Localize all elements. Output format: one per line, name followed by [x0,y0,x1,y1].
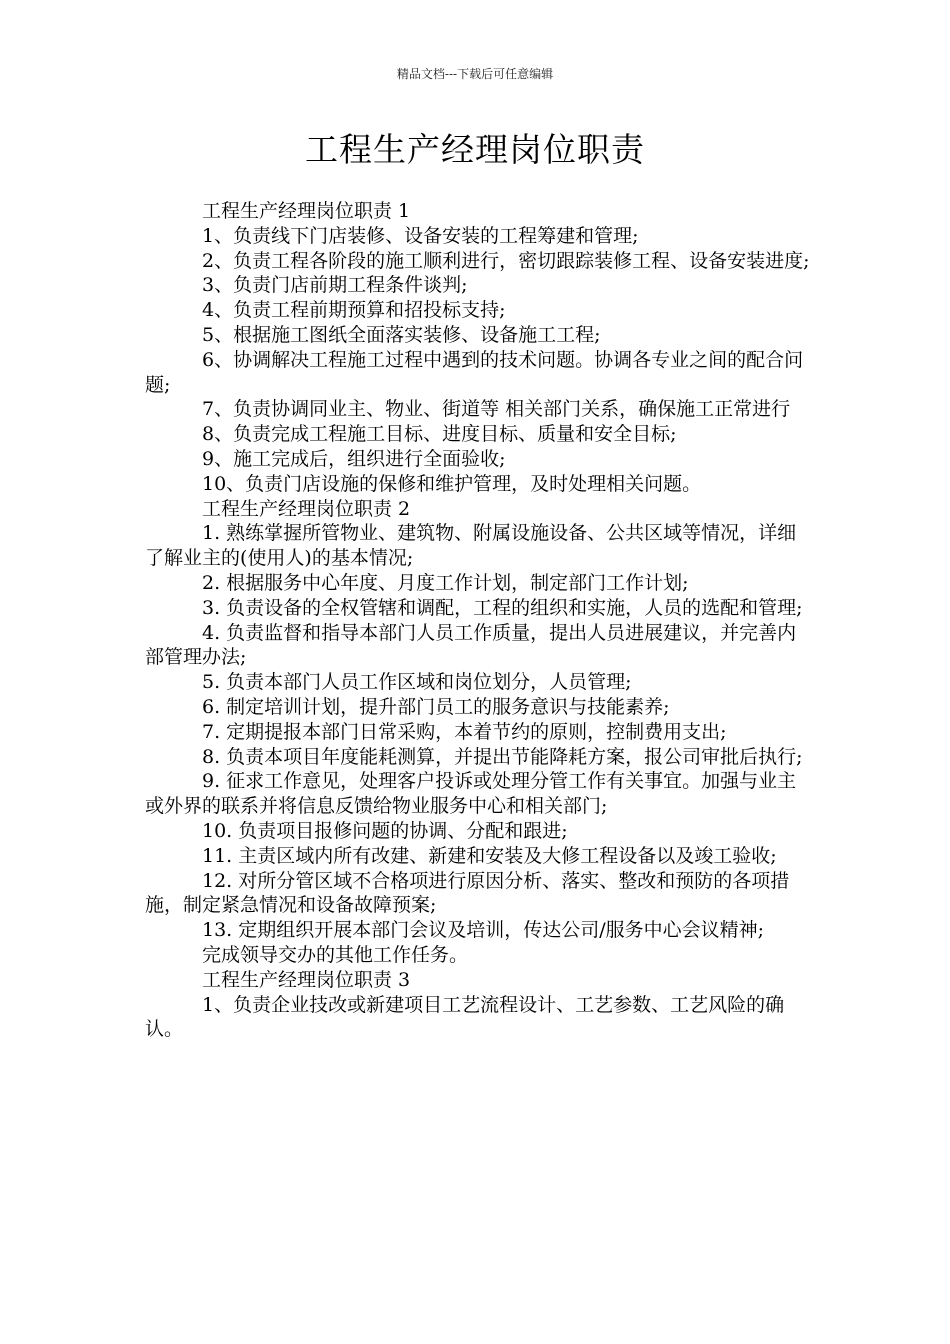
duty-item: 6、协调解决工程施工过程中遇到的技术问题。协调各专业之间的配合问题; [145,348,804,396]
duty-item: 9、施工完成后，组织进行全面验收; [202,447,506,470]
section-heading-2: 工程生产经理岗位职责 2 [202,497,411,520]
header-note: 精品文档---下载后可任意编辑 [396,67,554,81]
duty-item: 1、负责企业技改或新建项目工艺流程设计、工艺参数、工艺风险的确认。 [145,993,785,1041]
duty-item: 1、负责线下门店装修、设备安装的工程筹建和管理; [202,224,639,247]
duty-item: 11. 主责区域内所有改建、新建和安装及大修工程设备以及竣工验收; [202,844,777,867]
duty-item: 12. 对所分管区域不合格项进行原因分析、落实、整改和预防的各项措施，制定紧急情况和设备故障预案; [145,869,790,917]
duty-item: 8. 负责本项目年度能耗测算，并提出节能降耗方案，报公司审批后执行; [202,745,803,768]
duty-item: 7. 定期提报本部门日常采购，本着节约的原则，控制费用支出; [202,720,727,743]
duty-item: 2. 根据服务中心年度、月度工作计划，制定部门工作计划; [202,571,689,594]
document-title: 工程生产经理岗位职责 [305,130,645,169]
duty-item: 6. 制定培训计划，提升部门员工的服务意识与技能素养; [202,695,670,718]
duty-item: 7、负责协调同业主、物业、街道等 相关部门关系，确保施工正常进行 [202,398,791,421]
duty-item: 完成领导交办的其他工作任务。 [202,943,469,966]
duty-item: 4. 负责监督和指导本部门人员工作质量，提出人员进展建议，并完善内部管理办法; [145,621,797,669]
duty-item: 9. 征求工作意见，处理客户投诉或处理分管工作有关事宜。加强与业主或外界的联系并将信息反馈给物业服务中心和相关部门; [145,770,797,818]
duty-item: 10、负责门店设施的保修和维护管理，及时处理相关问题。 [202,472,702,495]
duty-item: 4、负责工程前期预算和招投标支持; [202,299,506,322]
section-heading-3: 工程生产经理岗位职责 3 [202,968,411,991]
duty-item: 8、负责完成工程施工目标、进度目标、质量和安全目标; [202,423,677,446]
duty-item: 5. 负责本部门人员工作区域和岗位划分，人员管理; [202,671,632,694]
duty-item: 10. 负责项目报修问题的协调、分配和跟进; [202,819,568,842]
section-heading-1: 工程生产经理岗位职责 1 [202,200,411,222]
duty-item: 1. 熟练掌握所管物业、建筑物、附属设施设备、公共区域等情况，详细了解业主的(使用人)的基本情况; [145,522,797,570]
duty-item: 3. 负责设备的全权管辖和调配，工程的组织和实施，人员的选配和管理; [202,596,803,619]
duty-item: 2、负责工程各阶段的施工顺利进行，密切跟踪装修工程、设备安装进度; [202,249,810,272]
duty-item: 5、根据施工图纸全面落实装修、设备施工工程; [202,323,601,346]
document-body [145,199,810,1042]
duty-item: 3、负责门店前期工程条件谈判; [202,274,468,297]
duty-item: 13. 定期组织开展本部门会议及培训，传达公司/服务中心会议精神; [202,919,765,942]
